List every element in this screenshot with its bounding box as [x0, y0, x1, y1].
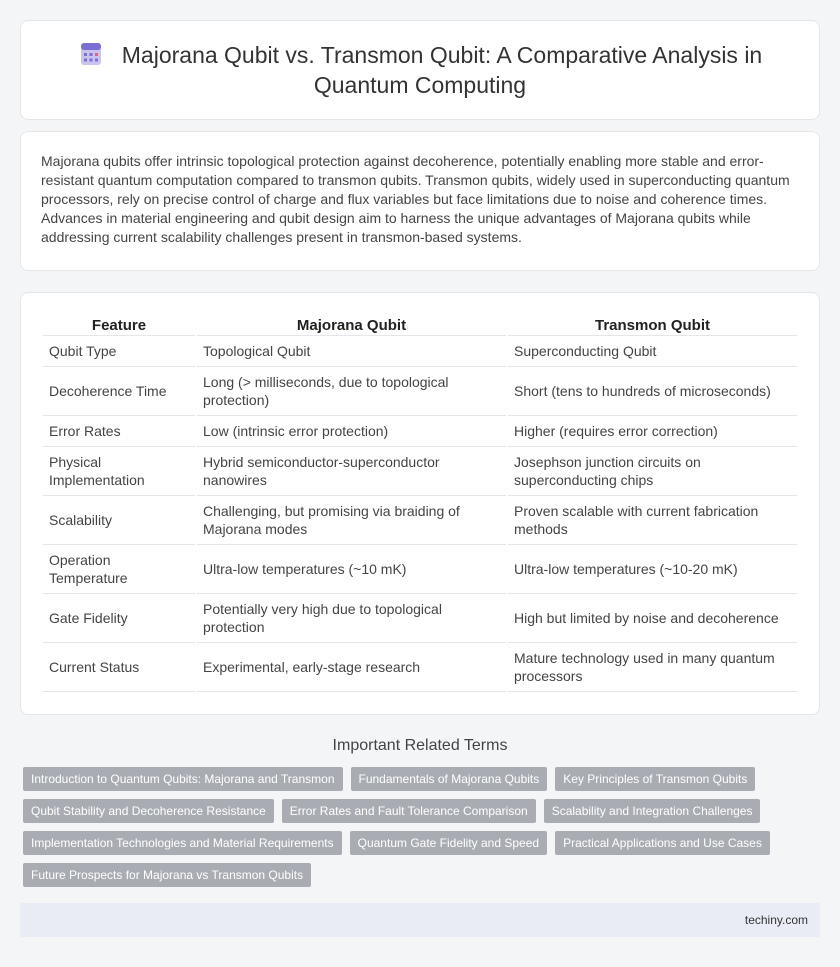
cell-transmon: Proven scalable with current fabrication methods [508, 496, 797, 545]
related-tag[interactable]: Scalability and Integration Challenges [544, 799, 761, 823]
cell-majorana: Hybrid semiconductor-superconductor nanowires [197, 447, 506, 496]
cell-majorana: Challenging, but promising via braiding of Majorana modes [197, 496, 506, 545]
cell-feature: Current Status [43, 643, 195, 692]
table-row [43, 336, 797, 367]
table-header-row [43, 315, 797, 336]
cell-feature: Gate Fidelity [43, 594, 195, 643]
related-tag[interactable]: Future Prospects for Majorana vs Transmon Qubits [23, 863, 311, 887]
table-row [43, 594, 797, 643]
related-terms-tags [20, 767, 820, 887]
cell-transmon: Josephson junction circuits on superconducting chips [508, 447, 797, 496]
related-tag[interactable]: Introduction to Quantum Qubits: Majorana and Transmon [23, 767, 343, 791]
cell-transmon: Higher (requires error correction) [508, 416, 797, 447]
cell-majorana: Low (intrinsic error protection) [197, 416, 506, 447]
footer-site-link[interactable]: techiny.com [744, 913, 808, 927]
header-card [20, 20, 820, 120]
related-tag[interactable]: Implementation Technologies and Material Requirements [23, 831, 342, 855]
cell-transmon: Short (tens to hundreds of microseconds) [508, 367, 797, 416]
intro-card [20, 131, 820, 271]
calculator-icon [78, 41, 104, 67]
intro-text: Majorana qubits offer intrinsic topological protection against decoherence, potentially enabling more stable and error-resistant quantum computation compared to transmon qubits. Transmon qubits, widely used in superconducting quantum processors, rely on precise control of charge and flux variables but face limitations due to noise and coherence times. Advances in material engineering and qubit design aim to harness the unique advantages of Majorana qubits while addressing current scalability challenges present in transmon-based systems. [41, 153, 790, 245]
cell-majorana: Topological Qubit [197, 336, 506, 367]
cell-feature: Error Rates [43, 416, 195, 447]
footer [20, 903, 820, 937]
table-row [43, 447, 797, 496]
page-title [61, 40, 779, 100]
related-terms-title: Important Related Terms [332, 737, 508, 754]
header-feature: Feature [43, 315, 195, 336]
related-terms-section [20, 737, 820, 887]
table-row [43, 545, 797, 594]
related-tag[interactable]: Practical Applications and Use Cases [555, 831, 770, 855]
table-row [43, 416, 797, 447]
header-majorana: Majorana Qubit [197, 315, 506, 336]
cell-majorana: Potentially very high due to topological protection [197, 594, 506, 643]
header-transmon: Transmon Qubit [508, 315, 797, 336]
cell-feature: Qubit Type [43, 336, 195, 367]
cell-transmon: Ultra-low temperatures (~10-20 mK) [508, 545, 797, 594]
cell-feature: Decoherence Time [43, 367, 195, 416]
table-row [43, 643, 797, 692]
comparison-table [41, 315, 799, 692]
related-tag[interactable]: Qubit Stability and Decoherence Resistance [23, 799, 274, 823]
related-tag[interactable]: Error Rates and Fault Tolerance Comparison [282, 799, 536, 823]
cell-majorana: Long (> milliseconds, due to topological protection) [197, 367, 506, 416]
related-tag[interactable]: Quantum Gate Fidelity and Speed [350, 831, 547, 855]
cell-majorana: Ultra-low temperatures (~10 mK) [197, 545, 506, 594]
cell-transmon: Superconducting Qubit [508, 336, 797, 367]
cell-feature: Operation Temperature [43, 545, 195, 594]
related-tag[interactable]: Key Principles of Transmon Qubits [555, 767, 755, 791]
table-row [43, 367, 797, 416]
table-row [43, 496, 797, 545]
cell-transmon: Mature technology used in many quantum processors [508, 643, 797, 692]
comparison-table-card [20, 292, 820, 715]
related-tag[interactable]: Fundamentals of Majorana Qubits [351, 767, 548, 791]
cell-majorana: Experimental, early-stage research [197, 643, 506, 692]
cell-feature: Scalability [43, 496, 195, 545]
page-title-text: Majorana Qubit vs. Transmon Qubit: A Comparative Analysis in Quantum Computing [121, 42, 763, 98]
cell-transmon: High but limited by noise and decoherence [508, 594, 797, 643]
cell-feature: Physical Implementation [43, 447, 195, 496]
